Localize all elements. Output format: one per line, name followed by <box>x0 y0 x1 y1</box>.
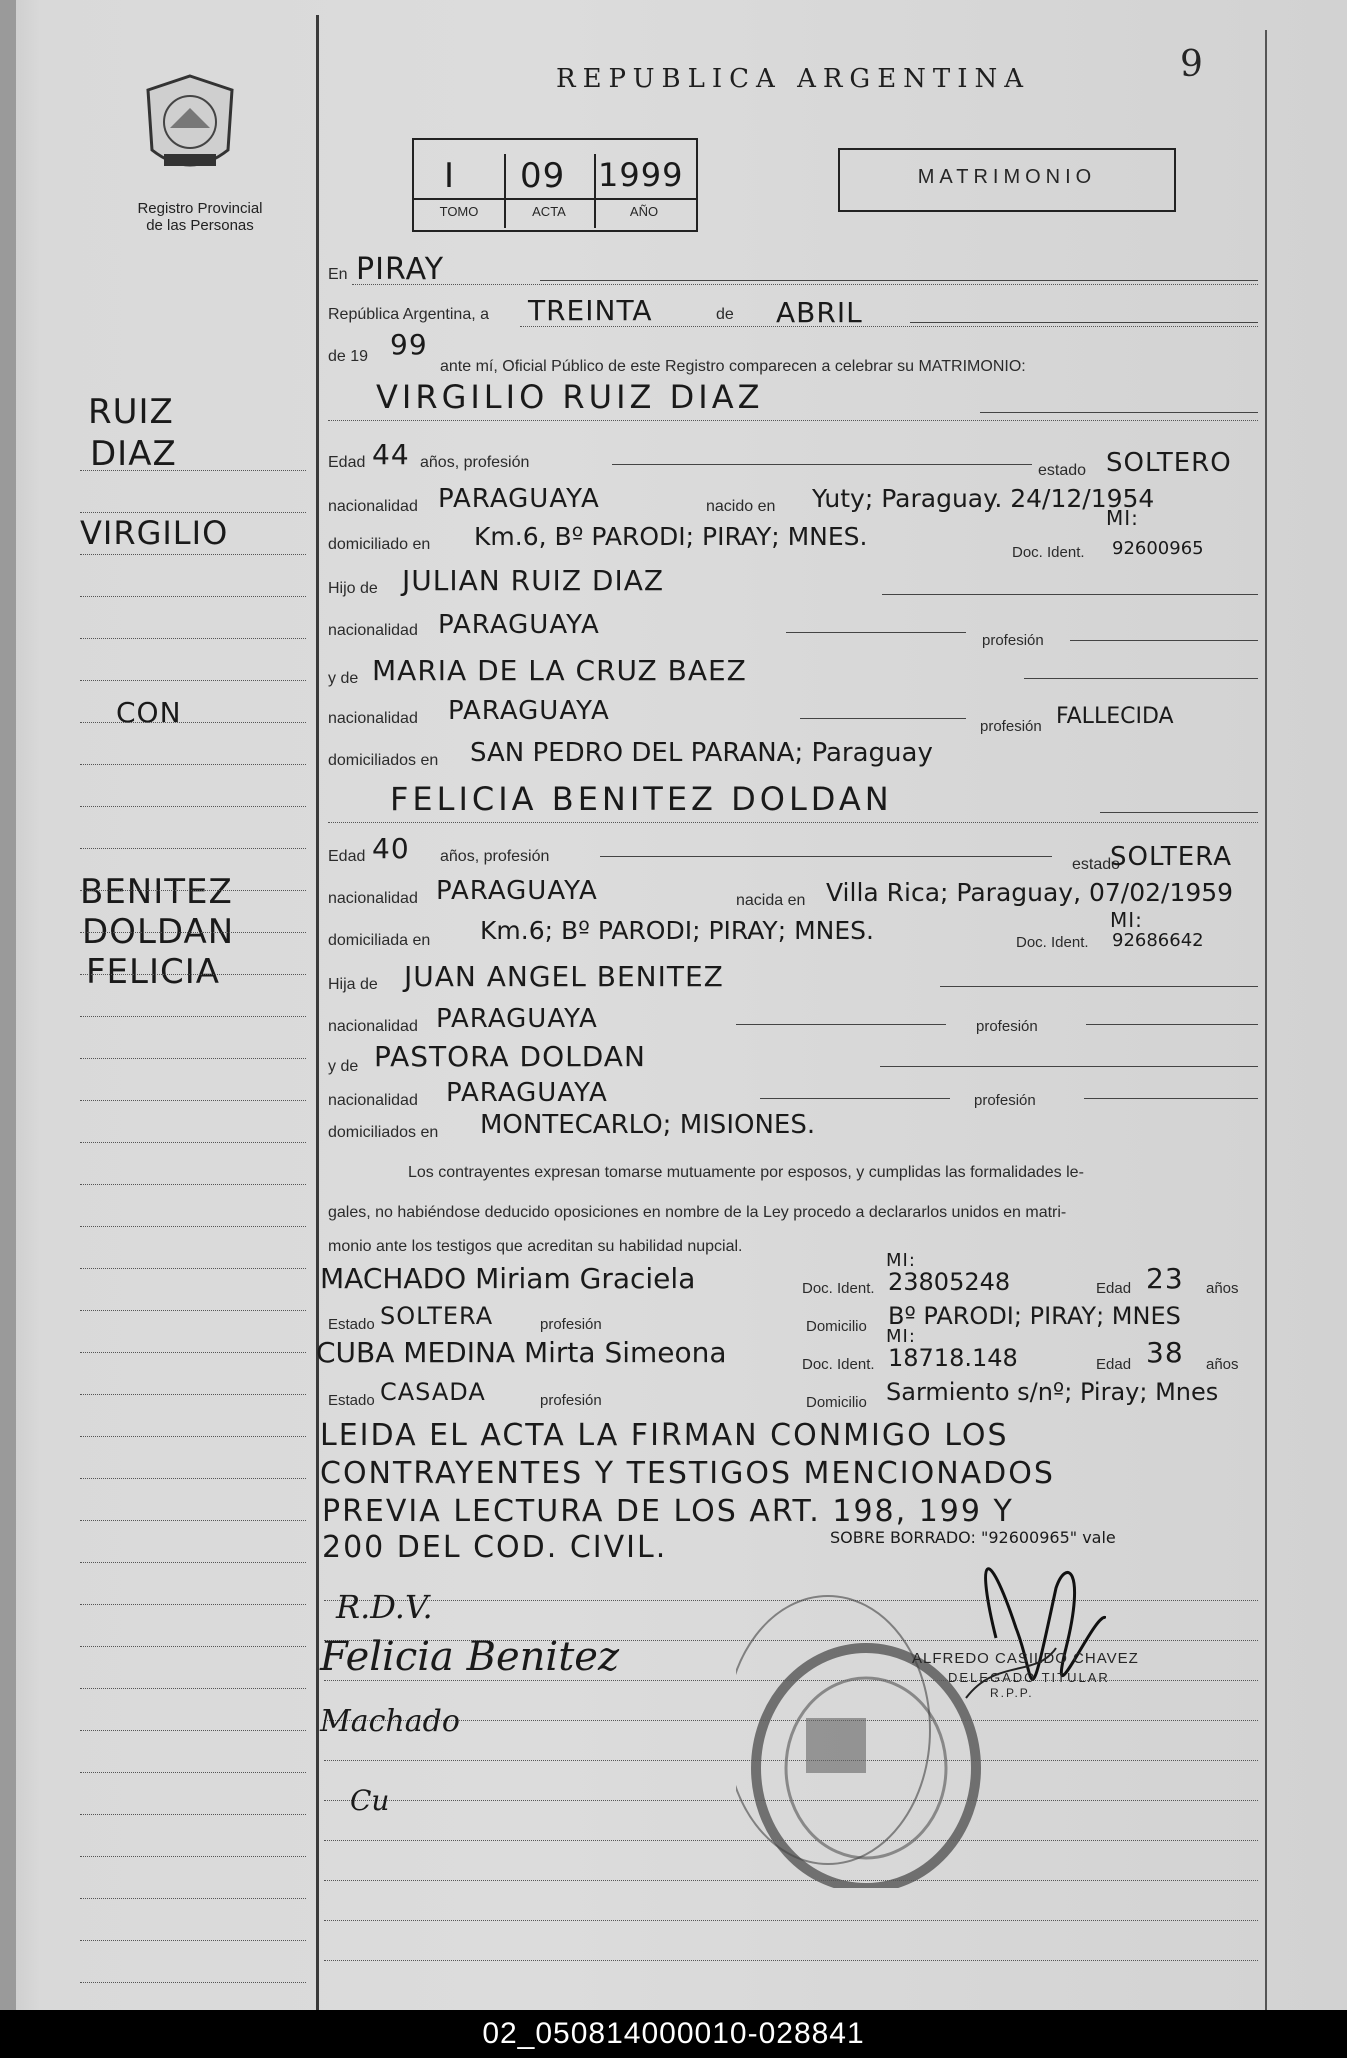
groom-father-nationality: PARAGUAYA <box>438 610 600 640</box>
groom-signature: R.D.V. <box>336 1588 433 1626</box>
place-label: En <box>328 266 348 283</box>
bride-father: JUAN ANGEL BENITEZ <box>404 960 724 993</box>
groom-mother-profession: FALLECIDA <box>1056 704 1174 729</box>
margin-rule <box>80 1100 306 1101</box>
margin-rule <box>80 1982 306 1983</box>
margin-rule <box>80 512 306 513</box>
bride-state-label: estado <box>1072 856 1121 873</box>
witness-2-signature: Cu <box>350 1784 390 1817</box>
ano-label: AÑO <box>629 204 659 219</box>
margin-rule <box>80 1142 306 1143</box>
margin-rule <box>80 1856 306 1857</box>
witness-1-age-unit: años <box>1206 1280 1239 1297</box>
witness-1-doc-label: Doc. Ident. <box>802 1280 875 1297</box>
record-id-box <box>412 138 698 232</box>
closing-line-4: 200 DEL COD. CIVIL. <box>322 1530 668 1565</box>
witness-1-doc-type: MI: <box>886 1250 916 1271</box>
margin-bride-given: FELICIA <box>86 952 221 992</box>
bride-domicile: Km.6; Bº PARODI; PIRAY; MNES. <box>480 916 874 945</box>
margin-rule <box>80 722 306 723</box>
margin-rule <box>80 1394 306 1395</box>
margin-rule <box>80 1814 306 1815</box>
margin-rule <box>80 470 306 471</box>
bride-dom-label: domiciliada en <box>328 932 431 949</box>
closing-line-3: PREVIA LECTURA DE LOS ART. 198, 199 Y <box>322 1494 1014 1529</box>
witness-2-domicile: Sarmiento s/nº; Piray; Mnes <box>886 1378 1219 1406</box>
witness-2-doc-type: MI: <box>886 1326 916 1347</box>
margin-rule <box>80 974 306 975</box>
margin-rule <box>80 1688 306 1689</box>
margin-rule <box>80 1898 306 1899</box>
witness-1-signature: Machado <box>320 1704 460 1739</box>
margin-rule <box>80 1184 306 1185</box>
acta-value: 09 <box>520 156 566 196</box>
margin-rule <box>80 1436 306 1437</box>
witness-2-doc-label: Doc. Ident. <box>802 1356 875 1373</box>
margin-rule <box>80 1772 306 1773</box>
bride-profession-label: años, profesión <box>440 848 550 865</box>
groom-doc-label: Doc. Ident. <box>1012 544 1085 561</box>
date-prefix: República Argentina, a <box>328 306 489 323</box>
official-stamp-icon <box>736 1548 1106 1888</box>
country-title: REPUBLICA ARGENTINA <box>556 64 1031 94</box>
bride-civil-state: SOLTERA <box>1110 842 1232 872</box>
witness-1-doc-number: 23805248 <box>888 1268 1011 1296</box>
witness-2-dom-label: Domicilio <box>806 1394 867 1411</box>
bride-age-label: Edad <box>328 848 366 865</box>
margin-divider <box>316 15 319 2010</box>
groom-mother-nationality: PARAGUAYA <box>448 696 610 726</box>
margin-connector: CON <box>116 696 182 729</box>
groom-doc-type: MI: <box>1106 506 1139 530</box>
groom-nationality: PARAGUAYA <box>438 484 600 514</box>
witness-2-state-label: Estado <box>328 1392 375 1409</box>
margin-rule <box>80 932 306 933</box>
registry-seal-icon <box>140 72 240 182</box>
bride-signature: Felicia Benitez <box>320 1634 620 1680</box>
intro-text: ante mí, Oficial Público de este Registro comparecen a celebrar su MATRIMONIO: <box>440 358 1026 375</box>
witness-1-age: 23 <box>1146 1262 1184 1295</box>
witness-1-dom-label: Domicilio <box>806 1318 867 1335</box>
witness-1-state-label: Estado <box>328 1316 375 1333</box>
place-value: PIRAY <box>356 252 445 287</box>
margin-rule <box>80 1478 306 1479</box>
groom-father-nat-label: nacionalidad <box>328 622 418 639</box>
groom-mother-nat-label: nacionalidad <box>328 710 418 727</box>
groom-born: Yuty; Paraguay. 24/12/1954 <box>812 484 1155 513</box>
closing-line-1: LEIDA EL ACTA LA FIRMAN CONMIGO LOS <box>320 1418 1009 1453</box>
margin-rule <box>80 1016 306 1017</box>
date-month: ABRIL <box>776 296 863 329</box>
witness-2-state: CASADA <box>380 1378 486 1406</box>
page-number: 9 <box>1180 44 1203 85</box>
margin-rule <box>80 1520 306 1521</box>
groom-dom-label: domiciliado en <box>328 536 431 553</box>
margin-rule <box>80 1604 306 1605</box>
closing-correction: SOBRE BORRADO: "92600965" vale <box>830 1528 1116 1547</box>
groom-state-label: estado <box>1038 462 1087 479</box>
bride-father-nationality: PARAGUAYA <box>436 1004 598 1034</box>
declaration-line-3: monio ante los testigos que acreditan su habilidad nupcial. <box>328 1238 743 1255</box>
bride-mother-prof-label: profesión <box>974 1092 1036 1109</box>
acta-label: ACTA <box>532 204 566 219</box>
bride-full-name: FELICIA BENITEZ DOLDAN <box>390 780 893 818</box>
groom-mother-label: y de <box>328 670 359 687</box>
bride-nat-label: nacionalidad <box>328 890 418 907</box>
tomo-value: I <box>444 156 456 196</box>
witness-2-age-label: Edad <box>1096 1356 1132 1373</box>
margin-rule <box>80 1310 306 1311</box>
page-edge <box>0 0 16 2010</box>
witness-1-age-label: Edad <box>1096 1280 1132 1297</box>
closing-line-2: CONTRAYENTES Y TESTIGOS MENCIONADOS <box>320 1456 1055 1491</box>
witness-1-domicile: Bº PARODI; PIRAY; MNES <box>888 1302 1181 1330</box>
bride-father-label: Hija de <box>328 976 378 993</box>
margin-rule <box>80 1730 306 1731</box>
margin-rule <box>80 1352 306 1353</box>
margin-rule <box>80 1058 306 1059</box>
margin-rule <box>80 806 306 807</box>
margin-bride-surname-1: BENITEZ <box>80 872 233 912</box>
year-suffix: 99 <box>390 328 428 361</box>
margin-bride-surname-2: DOLDAN <box>82 912 235 952</box>
groom-parents-dom-label: domiciliados en <box>328 752 439 769</box>
margin-groom-given: VIRGILIO <box>80 514 229 552</box>
groom-father-label: Hijo de <box>328 580 378 597</box>
date-de: de <box>716 306 734 323</box>
right-border <box>1265 30 1267 2010</box>
official-title: DELEGADO TITULAR <box>948 1670 1110 1685</box>
bride-doc-number: 92686642 <box>1112 930 1204 951</box>
bride-parents-domicile: MONTECARLO; MISIONES. <box>480 1110 816 1140</box>
witness-1-state: SOLTERA <box>380 1302 494 1330</box>
groom-profession-label: años, profesión <box>420 454 530 471</box>
margin-rule <box>80 890 306 891</box>
margin-rule <box>80 764 306 765</box>
bride-parents-dom-label: domiciliados en <box>328 1124 439 1141</box>
official-name: ALFREDO CASILDO CHAVEZ <box>912 1650 1139 1667</box>
groom-doc-number: 92600965 <box>1112 538 1204 559</box>
bride-born: Villa Rica; Paraguay, 07/02/1959 <box>826 878 1234 907</box>
margin-groom-surname-1: RUIZ <box>88 392 174 432</box>
groom-mother-prof-label: profesión <box>980 718 1042 735</box>
witness-2-name: CUBA MEDINA Mirta Simeona <box>316 1336 727 1369</box>
witness-1-name: MACHADO Miriam Graciela <box>320 1262 696 1295</box>
ano-value: 1999 <box>598 156 684 194</box>
margin-groom-surname-2: DIAZ <box>90 434 177 474</box>
margin-rule <box>80 638 306 639</box>
groom-age-label: Edad <box>328 454 366 471</box>
witness-2-age-unit: años <box>1206 1356 1239 1373</box>
margin-rule <box>80 1940 306 1941</box>
bride-father-nat-label: nacionalidad <box>328 1018 418 1035</box>
groom-nat-label: nacionalidad <box>328 498 418 515</box>
official-office: R.P.P. <box>990 1686 1034 1700</box>
bride-nationality: PARAGUAYA <box>436 876 598 906</box>
declaration-line-1: Los contrayentes expresan tomarse mutuamente por esposos, y cumplidas las formalidades le- <box>408 1164 1084 1181</box>
year-prefix: de 19 <box>328 348 369 365</box>
bride-doc-label: Doc. Ident. <box>1016 934 1089 951</box>
margin-rule <box>80 1226 306 1227</box>
signature-rule <box>324 1920 1258 1921</box>
margin-rule <box>80 554 306 555</box>
groom-born-label: nacido en <box>706 498 776 515</box>
signature-rule <box>324 1960 1258 1961</box>
bride-doc-type: MI: <box>1110 908 1143 932</box>
margin-rule <box>80 680 306 681</box>
witness-2-age: 38 <box>1146 1336 1184 1369</box>
footer-code: 02_050814000010-028841 <box>0 2010 1347 2058</box>
margin-rule <box>80 596 306 597</box>
date-day: TREINTA <box>528 294 653 327</box>
bride-born-label: nacida en <box>736 892 806 909</box>
bride-mother-nat-label: nacionalidad <box>328 1092 418 1109</box>
bride-father-prof-label: profesión <box>976 1018 1038 1035</box>
registry-name: Registro Provincial de las Personas <box>137 200 263 234</box>
declaration-line-2: gales, no habiéndose deducido oposiciones en nombre de la Ley procedo a declararlos unidos en matri- <box>328 1204 1067 1221</box>
groom-parents-domicile: SAN PEDRO DEL PARANA; Paraguay <box>470 738 933 768</box>
tomo-label: TOMO <box>439 204 479 219</box>
groom-mother: MARIA DE LA CRUZ BAEZ <box>372 654 747 687</box>
record-type: MATRIMONIO <box>917 166 1097 188</box>
bride-age: 40 <box>372 832 410 865</box>
groom-full-name: VIRGILIO RUIZ DIAZ <box>376 378 764 416</box>
margin-rule <box>80 1646 306 1647</box>
margin-rule <box>80 1562 306 1563</box>
bride-mother-label: y de <box>328 1058 359 1075</box>
margin-rule <box>80 1268 306 1269</box>
groom-age: 44 <box>372 438 410 471</box>
witness-2-doc-number: 18718.148 <box>888 1344 1018 1372</box>
witness-2-prof-label: profesión <box>540 1392 602 1409</box>
record-type-box <box>838 148 1176 212</box>
bride-mother-nationality: PARAGUAYA <box>446 1078 608 1108</box>
witness-1-prof-label: profesión <box>540 1316 602 1333</box>
groom-father: JULIAN RUIZ DIAZ <box>402 564 665 597</box>
groom-civil-state: SOLTERO <box>1106 448 1232 478</box>
groom-father-prof-label: profesión <box>982 632 1044 649</box>
bride-mother: PASTORA DOLDAN <box>374 1040 646 1073</box>
groom-domicile: Km.6, Bº PARODI; PIRAY; MNES. <box>474 522 868 551</box>
margin-rule <box>80 848 306 849</box>
